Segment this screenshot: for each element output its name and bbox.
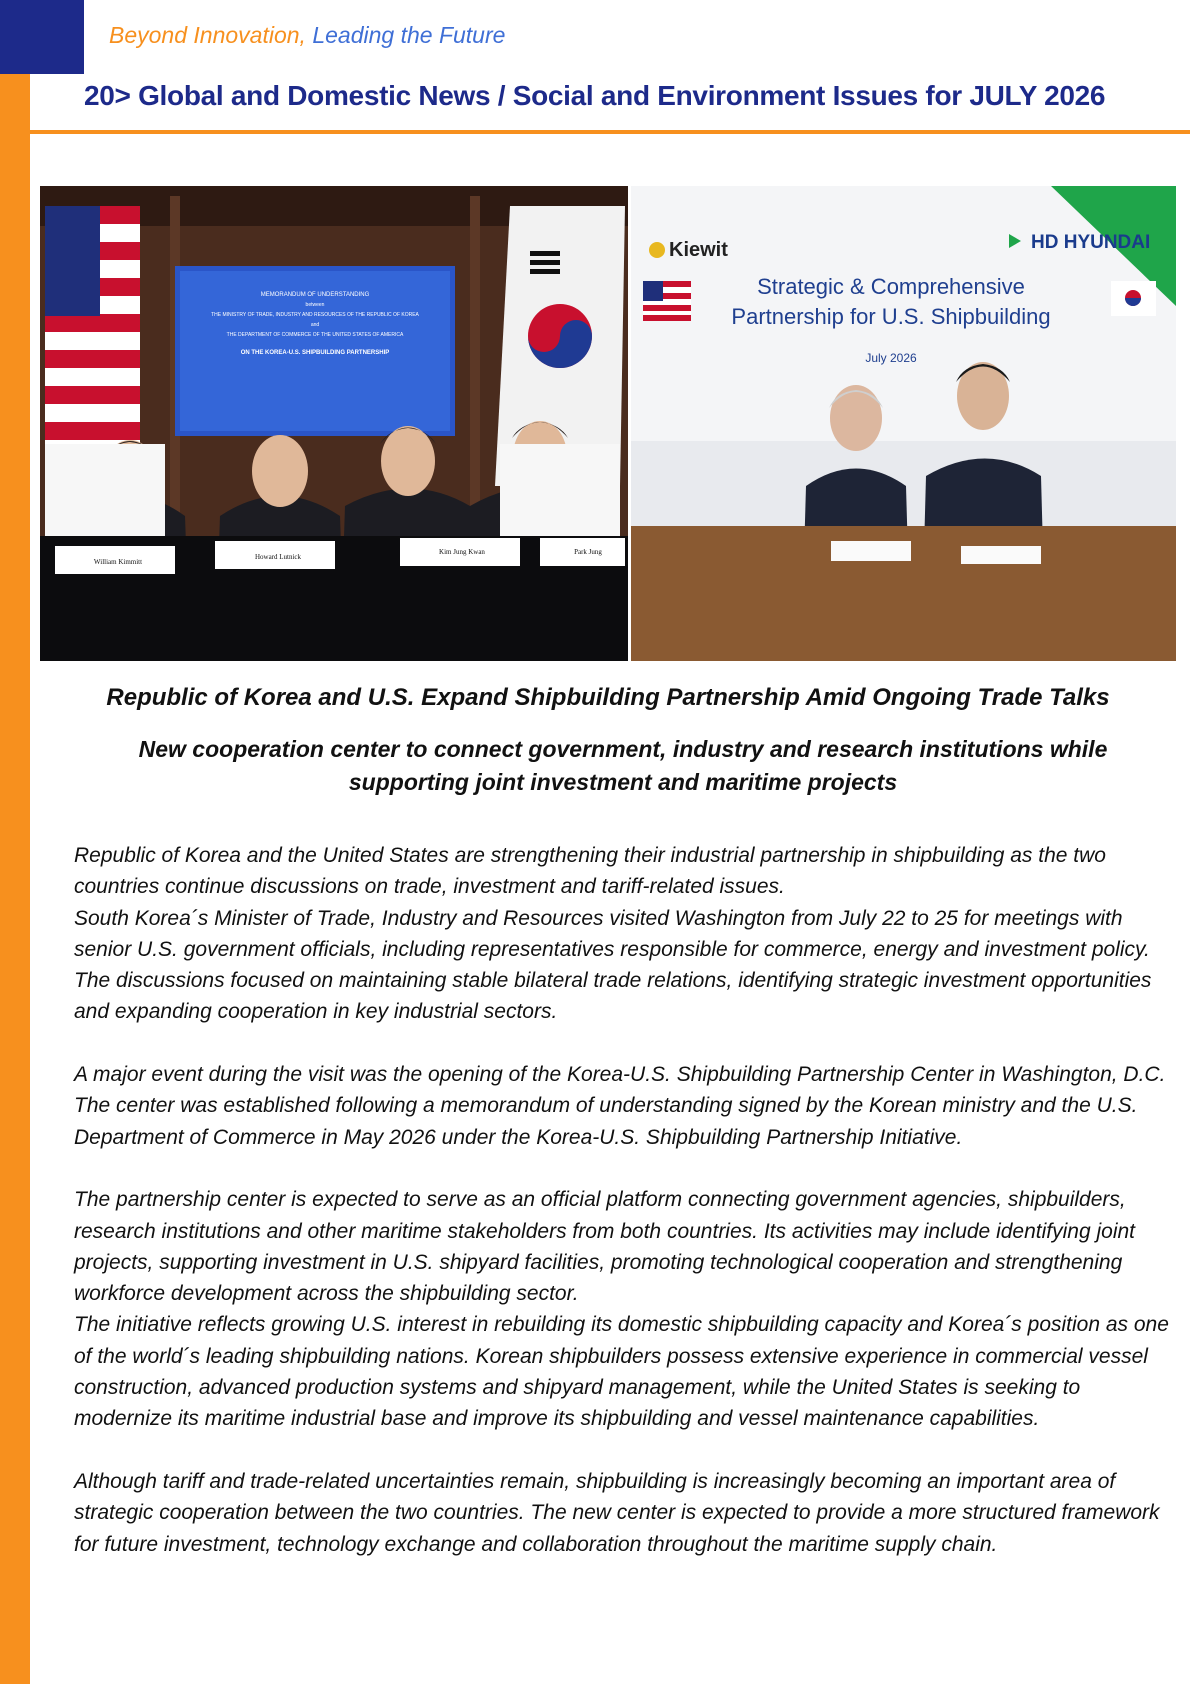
body-paragraph: Republic of Korea and the United States are strengthening their industrial partnership in shipbuilding as the two countries continue discussions on trade, investment and tariff-related issues. <box>74 844 1106 899</box>
nameplate-4: Park Jung <box>574 548 602 556</box>
screen-text-line4: and <box>310 322 320 328</box>
us-flag-small-icon <box>643 281 691 321</box>
body-paragraph: Although tariff and trade-related uncertainties remain, shipbuilding is increasingly becoming an important area of strategic cooperation between the two countries. The new center is expected to provide a more structured framework for future investment, technology exchange and collaboration throughout the maritime supply chain. <box>74 1469 1160 1556</box>
body-paragraph: The initiative reflects growing U.S. interest in rebuilding its domestic shipbuilding capacity and Korea´s position as one of the world´s leading shipbuilding nations. Korean shipbuilders possess extensive experience in commercial vessel construction, advanced production systems and shipyard management, while the United States is seeking to modernize its maritime industrial base and improve its shipbuilding and vessel maintenance capabilities. <box>74 1313 1169 1431</box>
article-subhead: New cooperation center to connect government, industry and research institutions while supporting joint investment and maritime projects <box>138 736 1108 795</box>
tagline-part1: Beyond Innovation, <box>109 22 306 48</box>
body-paragraph: The partnership center is expected to serve as an official platform connecting government agencies, shipbuilders, research institutions and other maritime stakeholders from both countries. Its activities may include identifying joint projects, supporting investment in U.S. shipyard facilities, promoting technological cooperation and strengthening workforce development across the shipbuilding sector. <box>74 1188 1135 1306</box>
nameplate-3: Kim Jung Kwan <box>439 548 485 556</box>
banner-date: July 2026 <box>865 351 917 365</box>
partnership-handshake-photo <box>631 186 1176 661</box>
screen-text-line1: MEMORANDUM OF UNDERSTANDING <box>260 292 370 298</box>
tagline-part2: Leading the Future <box>312 22 506 48</box>
body-paragraph: South Korea´s Minister of Trade, Industry and Resources visited Washington from July 22 to 25 for meetings with senior U.S. government officials, including representatives responsible for commerce, energy and investment policy. The discussions focused on maintaining stable bilateral trade relations, identifying strategic investment opportunities and expanding cooperation in key industrial sectors. <box>74 906 1152 1024</box>
nameplate-2: Howard Lutnick <box>254 553 302 561</box>
screen-text-line6: ON THE KOREA-U.S. SHIPBUILDING PARTNERSHIP <box>240 350 390 356</box>
screen-text-line5: THE DEPARTMENT OF COMMERCE OF THE UNITED STATES OF AMERICA <box>226 332 404 338</box>
kiewit-logo: Kiewit <box>669 239 728 261</box>
article-body <box>74 840 1174 1560</box>
korea-flag-small-icon <box>1111 281 1156 316</box>
kiewit-logo-icon <box>649 242 665 258</box>
mou-signing-photo <box>40 186 628 661</box>
nameplate-1: William Kimmitt <box>93 558 143 566</box>
banner-line1: Strategic & Comprehensive <box>757 274 1025 299</box>
page-title: 20> Global and Domestic News / Social and Environment Issues for JULY 2026 <box>84 80 1106 111</box>
hd-hyundai-logo: HD HYUNDAI <box>1031 232 1151 253</box>
orange-side-bar <box>0 0 30 1684</box>
navy-corner-block <box>0 0 84 74</box>
article-headline: Republic of Korea and U.S. Expand Shipbuilding Partnership Amid Ongoing Trade Talks <box>106 684 1110 711</box>
us-flag-icon <box>45 206 140 466</box>
banner-line2: Partnership for U.S. Shipbuilding <box>731 304 1051 329</box>
tagline <box>109 22 505 49</box>
screen-text-line2: between <box>305 302 325 308</box>
title-divider <box>30 130 1190 134</box>
screen-text-line3: THE MINISTRY OF TRADE, INDUSTRY AND RESOURCES OF THE REPUBLIC OF KOREA <box>211 312 419 318</box>
body-paragraph: A major event during the visit was the opening of the Korea-U.S. Shipbuilding Partnership Center in Washington, D.C. The center was established following a memorandum of understanding signed by the Korean ministry and the U.S. Department of Commerce in May 2026 under the Korea-U.S. Shipbuilding Partnership Initiative. <box>74 1063 1166 1149</box>
